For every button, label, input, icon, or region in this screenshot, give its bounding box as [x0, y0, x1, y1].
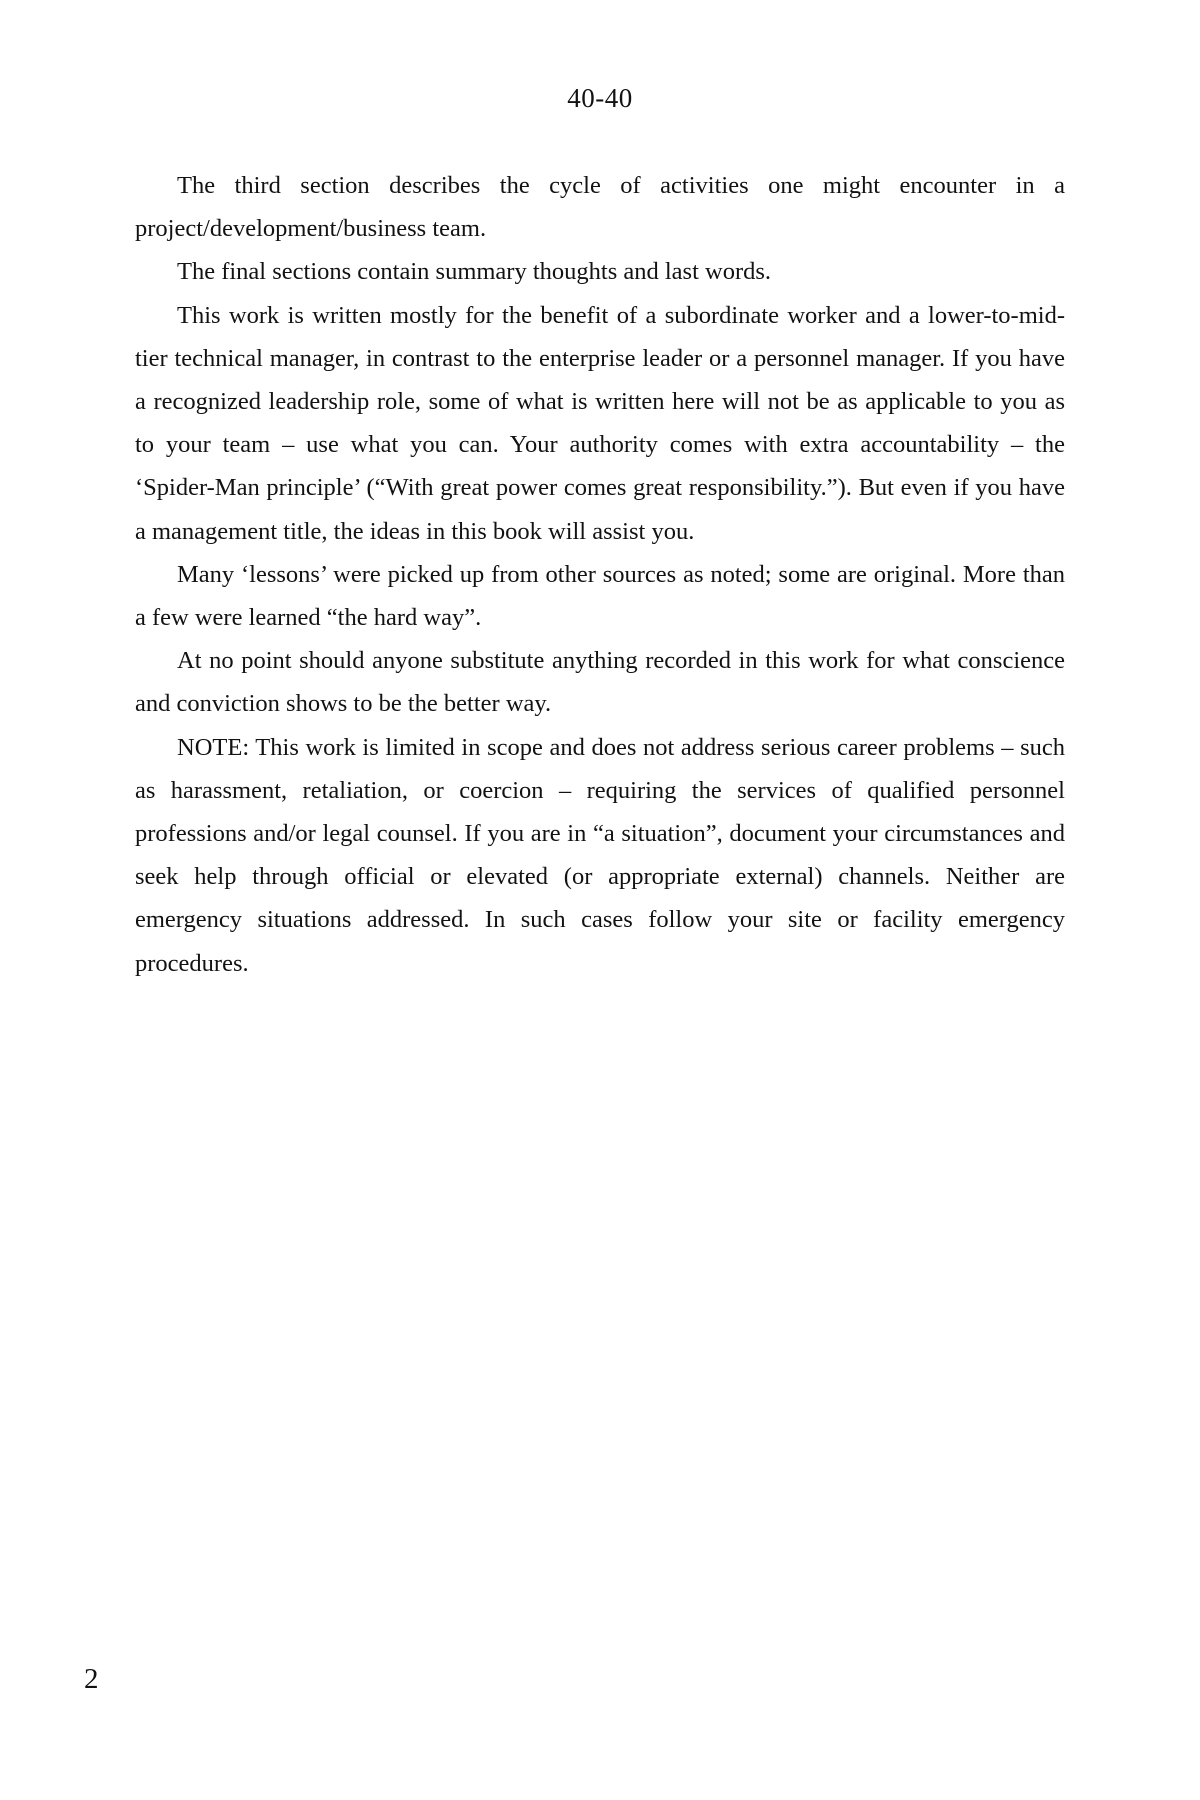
page-number: 2 [84, 1663, 99, 1695]
paragraph-third-section: The third section describes the cycle of activities one might encounter in a project/development/business team. [135, 172, 1065, 243]
paragraph-audience: This work is written mostly for the benefit of a subordinate worker and a lower-to-mid-tier technical manager, in contrast to the enterprise leader or a personnel manager. If you have a recognized leadership role, some of what is written here will not be as applicable to you as to your team – use what you can. Your authority comes with extra accountability – the ‘Spider-Man principle’ (“With great power comes great responsibility.”). But even if you have a management title, the ideas in this book will assist you. [135, 301, 1065, 545]
paragraph-final-sections: The final sections contain summary thoughts and last words. [177, 258, 772, 286]
running-header: 40-40 [567, 83, 633, 113]
paragraph-lessons: Many ‘lessons’ were picked up from other sources as noted; some are original. More than a few were learned “the hard way”. [135, 560, 1065, 632]
paragraph-conscience: At no point should anyone substitute anything recorded in this work for what conscience and conviction shows to be the better way. [135, 647, 1065, 718]
body-text [135, 164, 1065, 985]
paragraph-note-scope: NOTE: This work is limited in scope and does not address serious career problems – such as harassment, retaliation, or coercion – requiring the services of qualified personnel professions and/or legal counsel. If you are in “a situation”, document your circumstances and seek help through official or elevated (or appropriate external) channels. Neither are emergency situations addressed. In such cases follow your site or facility emergency procedures. [135, 733, 1065, 977]
